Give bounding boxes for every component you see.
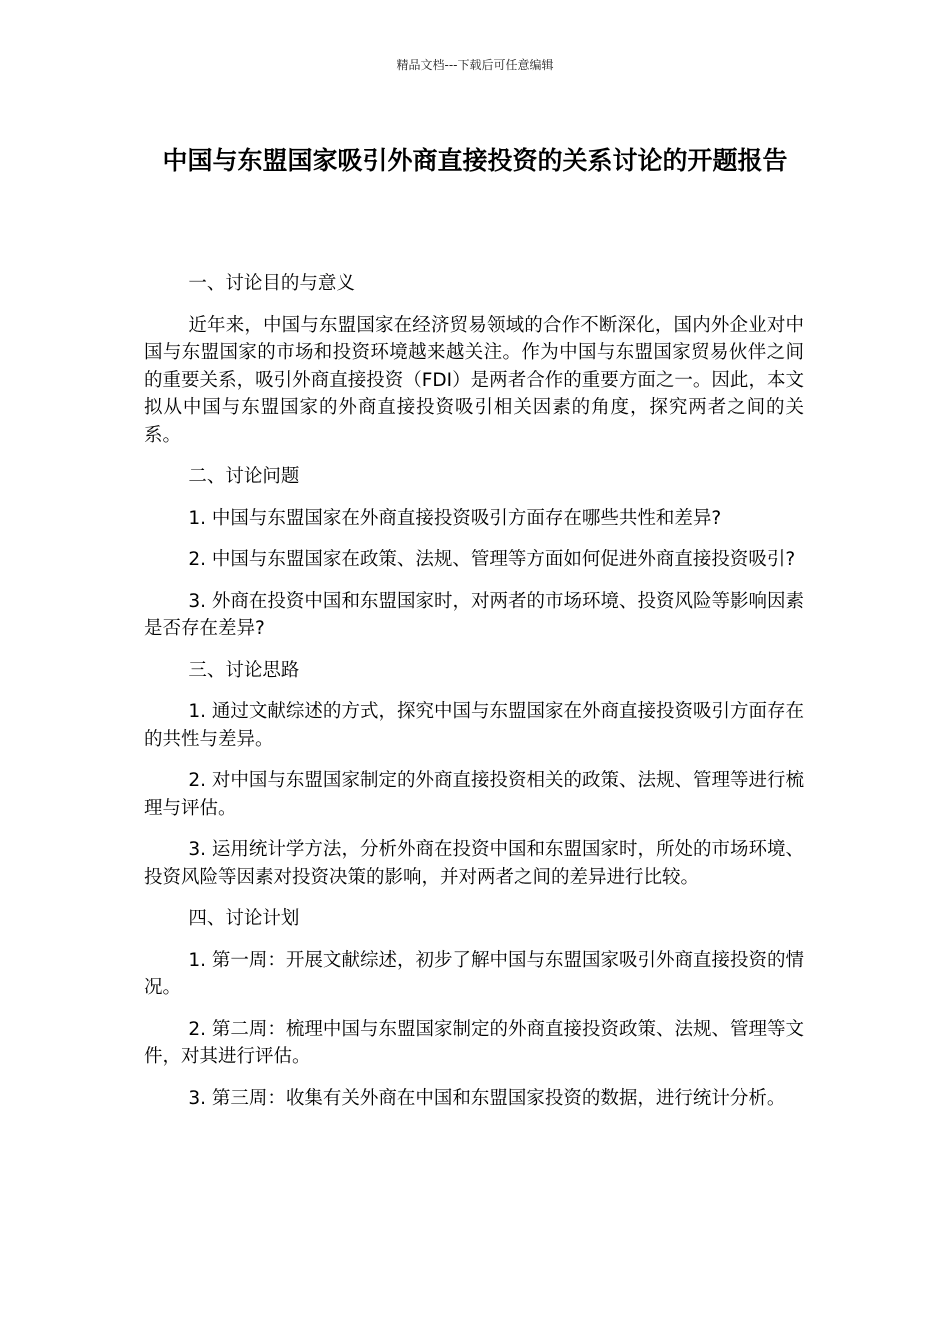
section-heading: 四、讨论计划: [188, 908, 300, 929]
body-paragraph: 近年来，中国与东盟国家在经济贸易领域的合作不断深化，国内外企业对中国与东盟国家的市场和投资环境越来越关注。作为中国与东盟国家贸易伙伴之间的重要关系，吸引外商直接投资（FDI）是两者合作的重要方面之一。因此，本文拟从中国与东盟国家的外商直接投资吸引相关因素的角度，探究两者之间的关系。: [144, 314, 804, 446]
header-note: 精品文档---下载后可任意编辑: [396, 58, 554, 72]
list-item: 3. 第三周：收集有关外商在中国和东盟国家投资的数据，进行统计分析。: [188, 1087, 786, 1109]
section-heading: 三、讨论思路: [188, 659, 300, 681]
document-body: [144, 270, 804, 1126]
section-heading: 二、讨论问题: [188, 466, 300, 487]
list-item: 3. 运用统计学方法，分析外商在投资中国和东盟国家时，所处的市场环境、投资风险等因素对投资决策的影响，并对两者之间的差异进行比较。: [144, 839, 804, 888]
document-title: 中国与东盟国家吸引外商直接投资的关系讨论的开题报告: [162, 146, 788, 175]
list-item: 2. 对中国与东盟国家制定的外商直接投资相关的政策、法规、管理等进行梳理与评估。: [144, 770, 804, 819]
list-item: 2. 第二周：梳理中国与东盟国家制定的外商直接投资政策、法规、管理等文件，对其进行评估。: [144, 1018, 804, 1067]
list-item: 1. 第一周：开展文献综述，初步了解中国与东盟国家吸引外商直接投资的情况。: [144, 949, 804, 998]
list-item: 1. 通过文献综述的方式，探究中国与东盟国家在外商直接投资吸引方面存在的共性与差异。: [144, 701, 804, 750]
list-item: 1. 中国与东盟国家在外商直接投资吸引方面存在哪些共性和差异?: [188, 507, 722, 529]
section-heading: 一、讨论目的与意义: [188, 273, 355, 294]
list-item: 3. 外商在投资中国和东盟国家时，对两者的市场环境、投资风险等影响因素是否存在差异?: [144, 590, 804, 639]
list-item: 2. 中国与东盟国家在政策、法规、管理等方面如何促进外商直接投资吸引?: [188, 549, 796, 570]
